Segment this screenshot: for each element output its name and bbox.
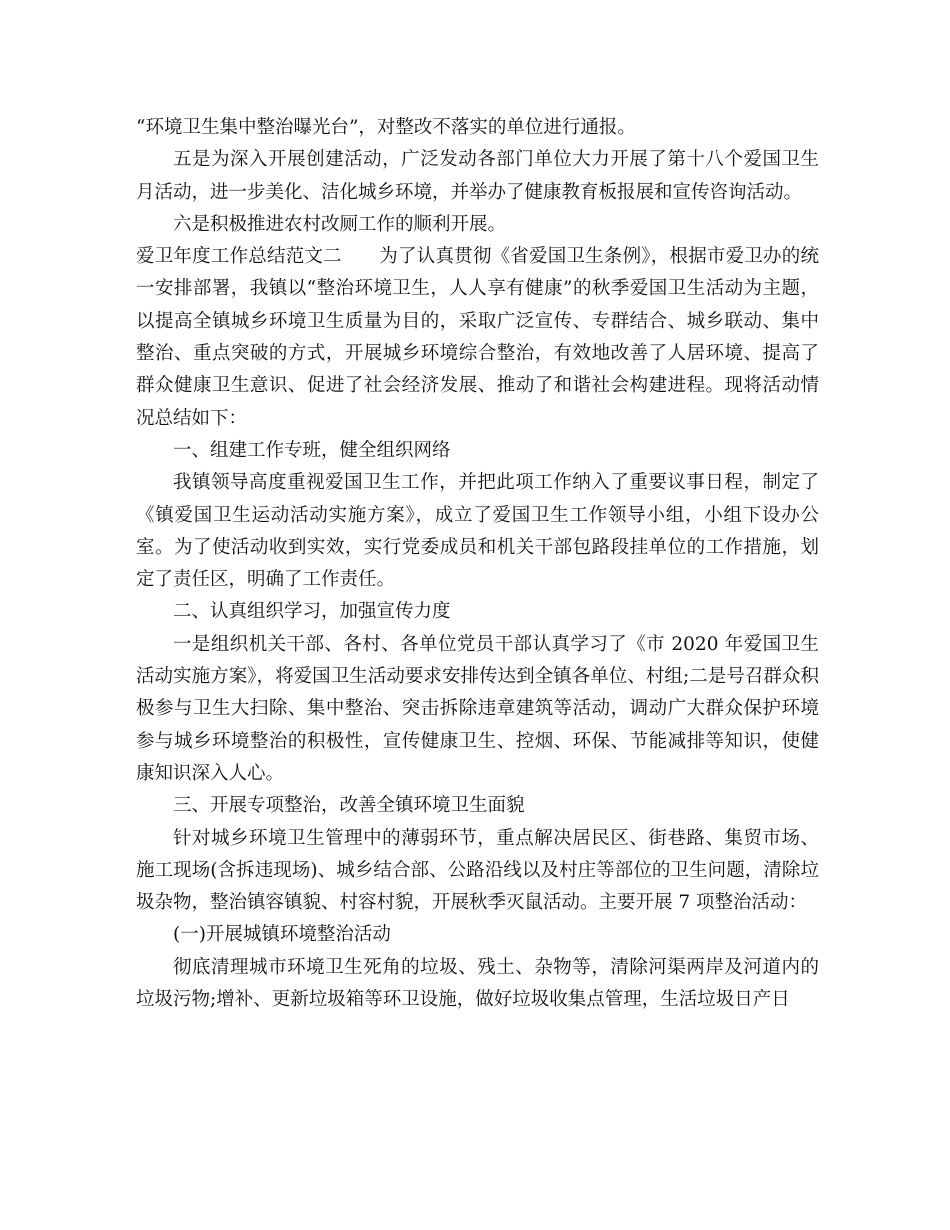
paragraph-leadership: 我镇领导高度重视爱国卫生工作，并把此项工作纳入了重要议事日程，制定了《镇爱国卫生运动活动实施方案》，成立了爱国卫生工作领导小组，小组下设办公室。为了使活动收到实效，实行党委成员和机关干部包路段挂单位的工作措施，划定了责任区，明确了工作责任。 [136, 472, 819, 591]
paragraph-exposure-platform: “环境卫生集中整治曝光台”，对整改不落实的单位进行通报。 [136, 117, 636, 138]
document-body [136, 112, 819, 1016]
paragraph-study-publicity: 一是组织机关干部、各村、各单位党员干部认真学习了《市 2020 年爱国卫生活动实施方案》，将爱国卫生活动要求安排传达到全镇各单位、村组;二是号召群众积极参与卫生大扫除、集中整治、突击拆除违章建筑等活动，调动广大群众保护环境参与城乡环境整治的积极性，宣传健康卫生、控烟、环保、节能减排等知识，使健康知识深入人心。 [136, 633, 819, 784]
paragraph-town-cleanup: 彻底清理城市环境卫生死角的垃圾、残土、杂物等，清除河渠两岸及河道内的垃圾污物;增补、更新垃圾箱等环卫设施，做好垃圾收集点管理，生活垃圾日产日 [136, 956, 819, 1011]
paragraph-sample-two-intro: 爱卫年度工作总结范文二 为了认真贯彻《省爱国卫生条例》，根据市爱卫办的统一安排部署，我镇以“整治环境卫生，人人享有健康”的秋季爱国卫生活动为主题，以提高全镇城乡环境卫生质量为目的，采取广泛宣传、专群结合、城乡联动、集中整治、重点突破的方式，开展城乡环境综合整治，有效地改善了人居环境、提高了群众健康卫生意识、促进了社会经济发展、推动了和谐社会构建进程。现将活动情况总结如下： [136, 246, 819, 429]
section-heading-two: 二、认真组织学习，加强宣传力度 [173, 601, 451, 623]
section-heading-one: 一、组建工作专班，健全组织网络 [173, 439, 451, 461]
paragraph-special-rectification: 针对城乡环境卫生管理中的薄弱环节，重点解决居民区、街巷路、集贸市场、施工现场(含拆违现场)、城乡结合部、公路沿线以及村庄等部位的卫生问题，清除垃圾杂物，整治镇容镇貌、村容村貌，开展秋季灭鼠活动。主要开展 7 项整治活动： [136, 827, 819, 914]
paragraph-item-six: 六是积极推进农村改厕工作的顺利开展。 [173, 213, 507, 235]
section-heading-three: 三、开展专项整治，改善全镇环境卫生面貌 [173, 795, 525, 817]
subsection-heading-one: (一)开展城镇环境整治活动 [173, 924, 391, 946]
paragraph-item-five: 五是为深入开展创建活动，广泛发动各部门单位大力开展了第十八个爱国卫生月活动，进一步美化、洁化城乡环境，并举办了健康教育板报展和宣传咨询活动。 [136, 149, 819, 203]
